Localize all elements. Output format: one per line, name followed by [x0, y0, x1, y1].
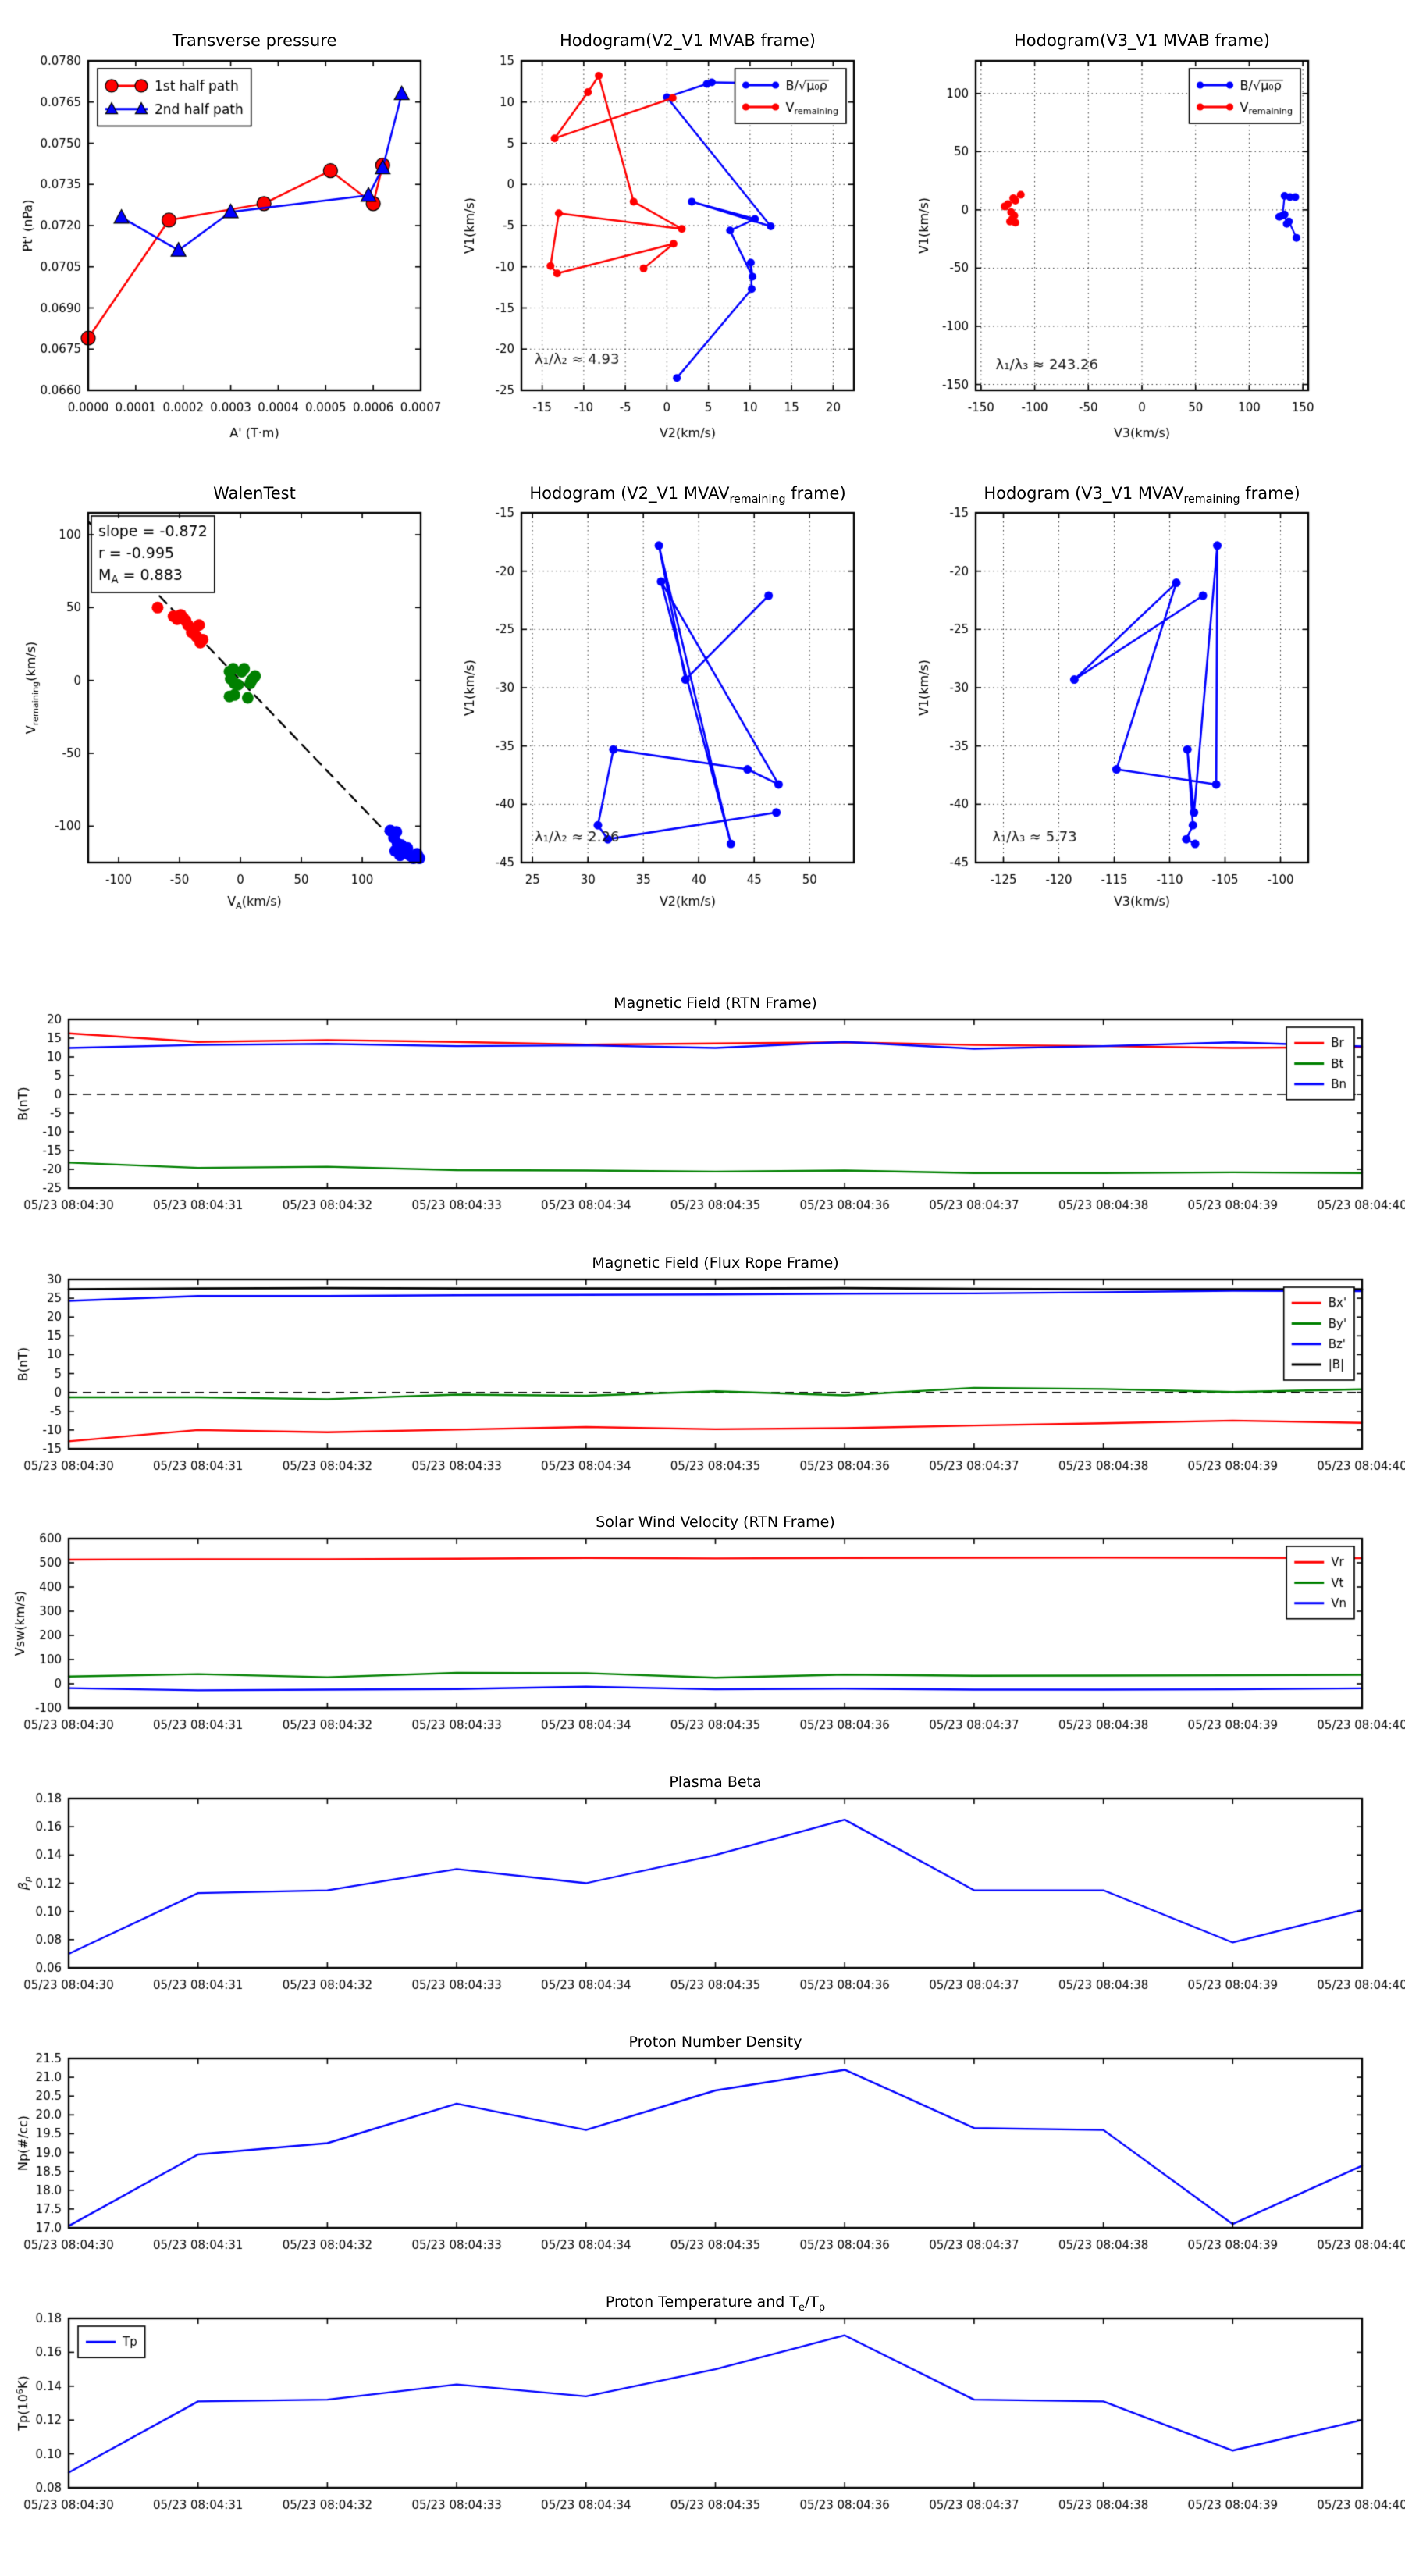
magnetic-field-flux-rope-chart [0, 1251, 1405, 1478]
title-proton-temperature: Proton Temperature and $T_e/T_p$ [605, 2293, 826, 2314]
magnetic-field-rtn-chart [0, 991, 1405, 1218]
transverse-pressure-chart [0, 28, 500, 459]
title-hodogram-v2v1-mvab: Hodogram(V2_V1 MVAB frame) [560, 31, 816, 50]
plasma-beta-chart [0, 1770, 1405, 1997]
proton-temperature-chart [0, 2290, 1405, 2517]
title-proton-number-density: Proton Number Density [628, 2033, 802, 2051]
title-transverse-pressure: Transverse pressure [172, 31, 337, 50]
hodogram-v3v1-mvab-chart [890, 28, 1405, 459]
title-plasma-beta: Plasma Beta [669, 1774, 762, 1791]
title-solar-wind-velocity: Solar Wind Velocity (RTN Frame) [596, 1514, 835, 1531]
proton-density-chart [0, 2030, 1405, 2257]
hodogram-v2v1-mvav-chart [437, 478, 874, 920]
solar-wind-velocity-chart [0, 1510, 1405, 1737]
hodogram-v3v1-mvav-chart [890, 478, 1405, 920]
title-walen-test: WalenTest [213, 484, 296, 503]
title-hodogram-v3v1-mvav: Hodogram (V3_V1 $MVAV_{remaining}$ frame) [984, 484, 1300, 507]
hodogram-v2v1-mvab-chart [437, 28, 874, 459]
title-hodogram-v2v1-mvav: Hodogram (V2_V1 $MVAV_{remaining}$ frame) [529, 484, 846, 507]
title-magnetic-field-rtn: Magnetic Field (RTN Frame) [614, 994, 817, 1012]
title-magnetic-field-flux-rope: Magnetic Field (Flux Rope Frame) [592, 1254, 839, 1272]
walen-test-chart [0, 478, 500, 920]
title-hodogram-v3v1-mvab: Hodogram(V3_V1 MVAB frame) [1014, 31, 1270, 50]
